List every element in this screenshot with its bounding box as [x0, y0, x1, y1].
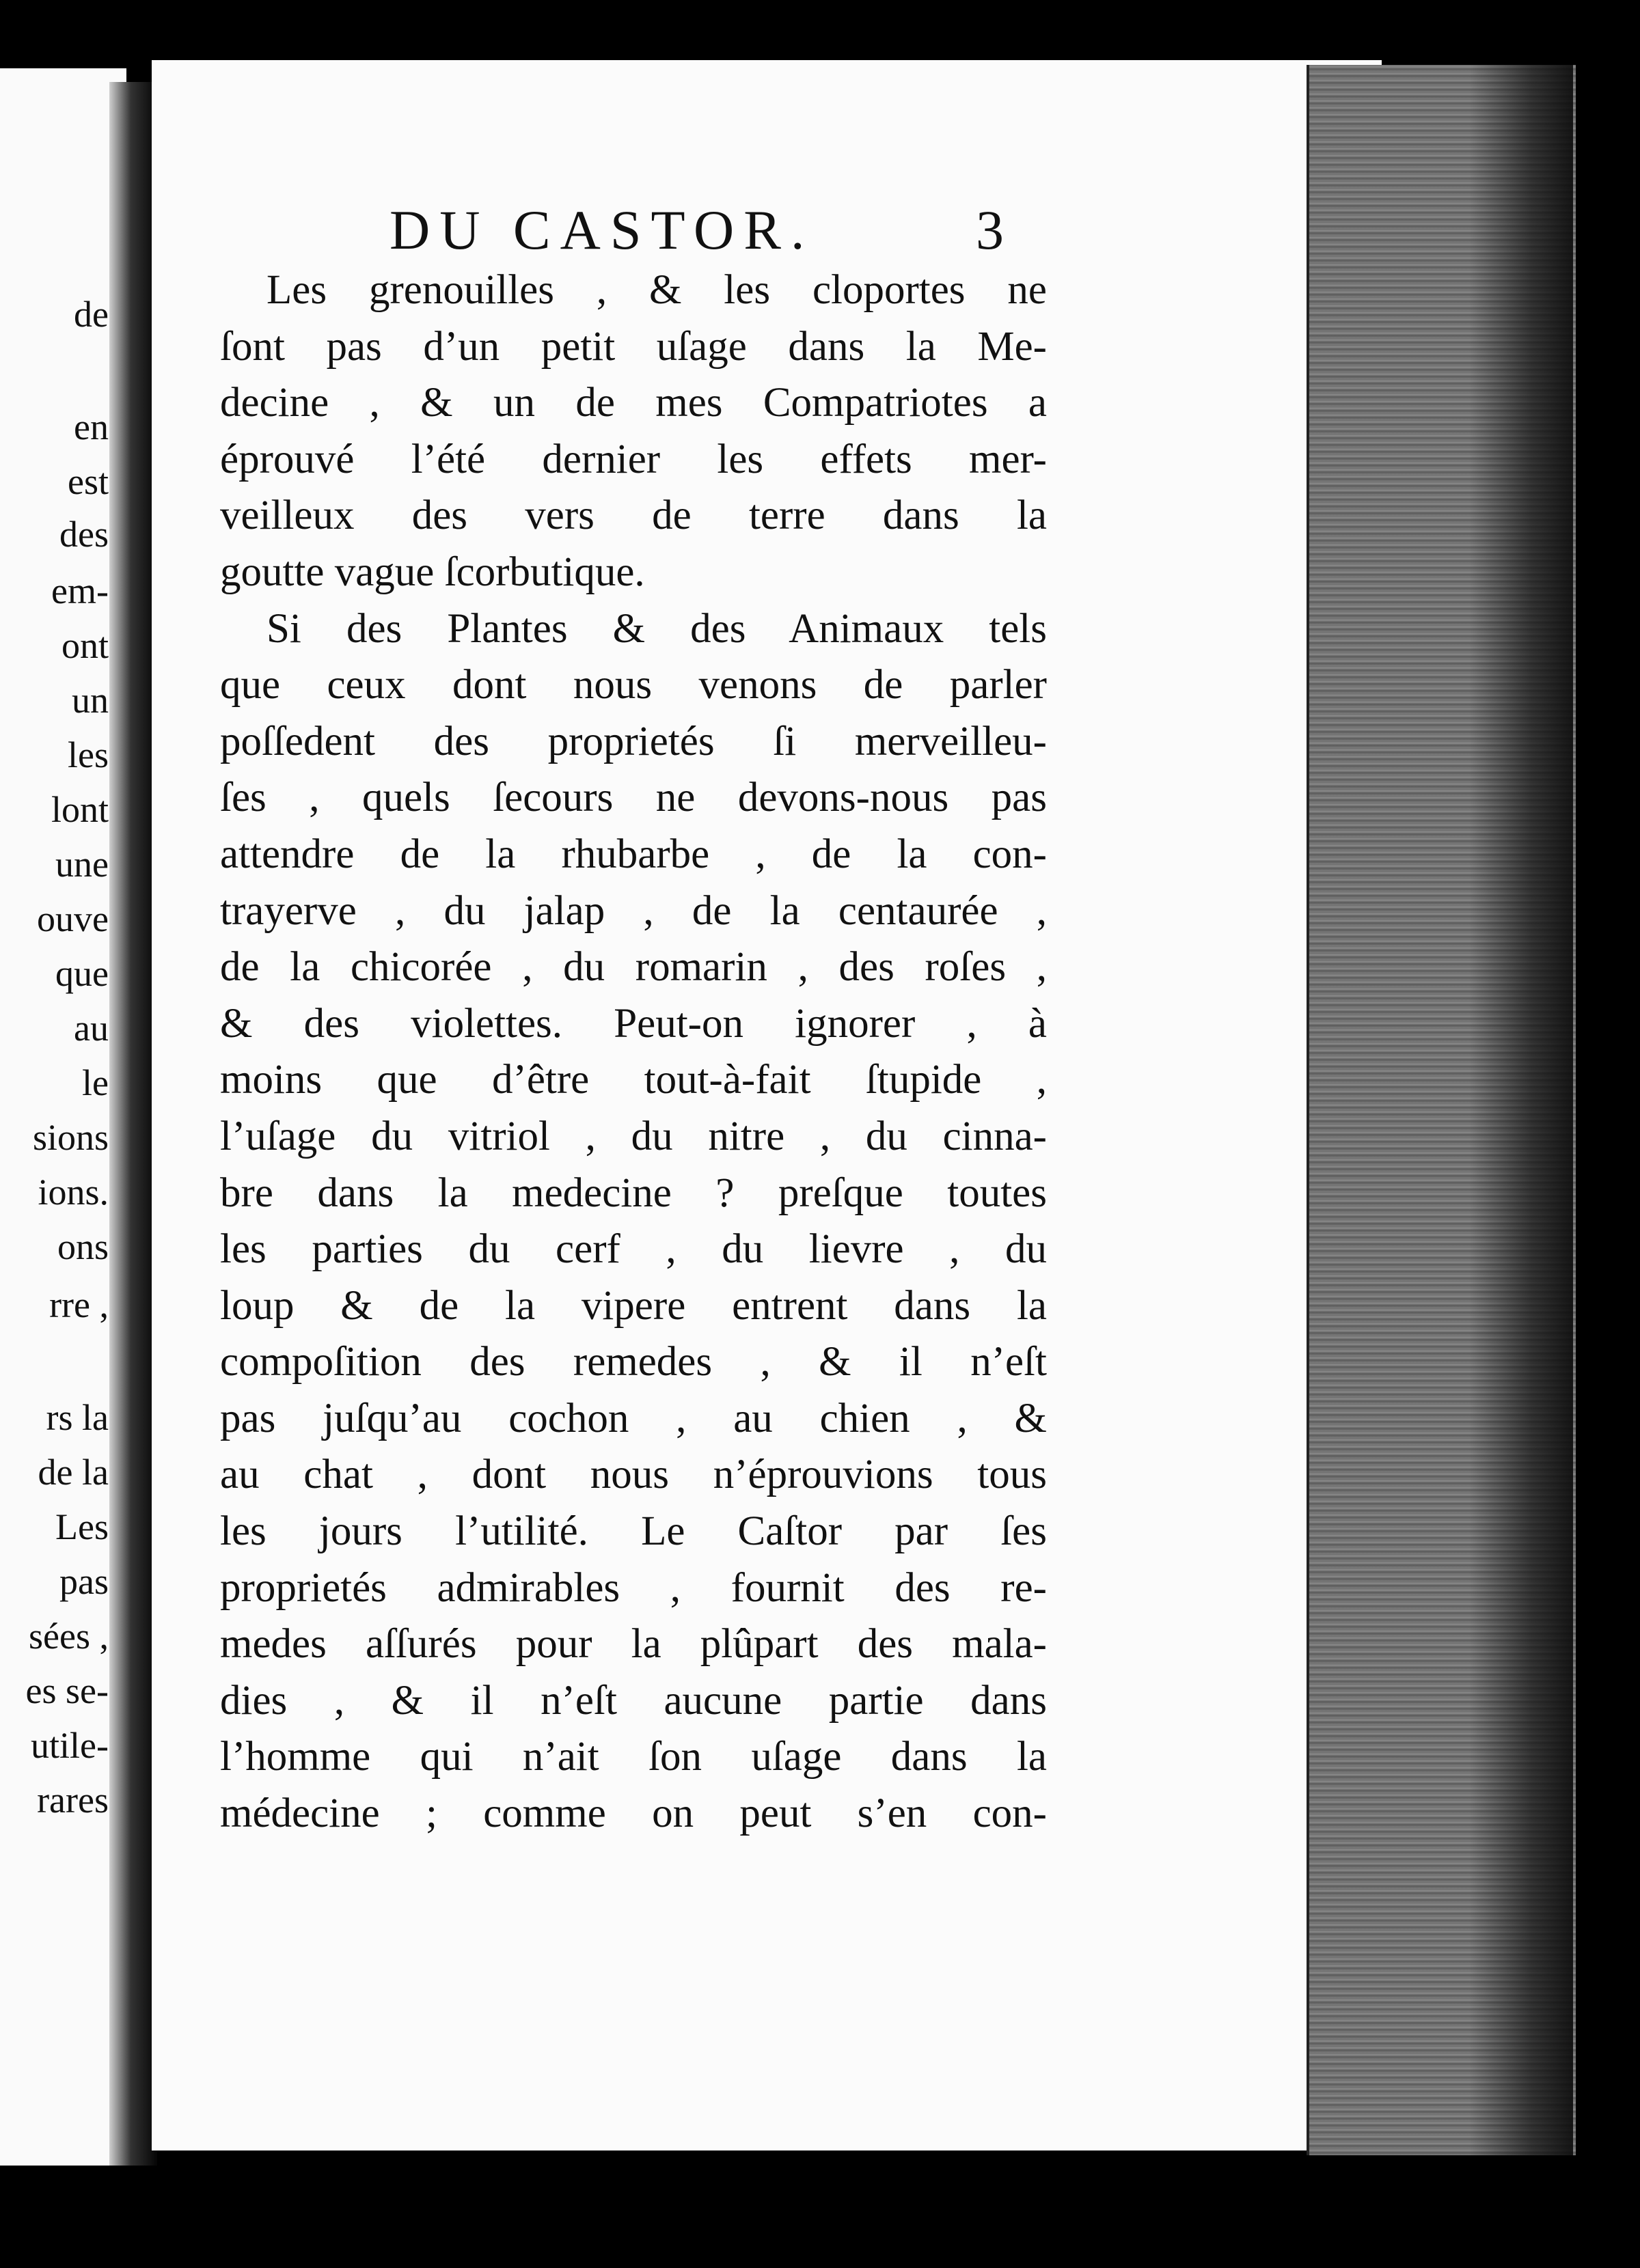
left-fragment: ons	[57, 1226, 109, 1267]
left-fragment: rre ,	[49, 1284, 109, 1325]
left-fragment: Les	[55, 1506, 109, 1547]
text-line: ſes , quels ſecours ne devons-nous pas	[220, 775, 1047, 821]
left-fragment: les	[68, 734, 109, 775]
text-line: pas juſqu’au cochon , au chien , &	[220, 1395, 1047, 1441]
text-line: l’uſage du vitriol , du nitre , du cinna-	[220, 1113, 1047, 1159]
text-line: éprouvé l’été dernier les effets mer-	[220, 436, 1047, 482]
text-line: dies , & il n’eſt aucune partie dans	[220, 1677, 1047, 1724]
text-line: loup & de la vipere entrent dans la	[220, 1282, 1047, 1329]
text-line: l’homme qui n’ait ſon uſage dans la	[220, 1734, 1047, 1780]
text-line: moins que d’être tout-à-fait ſtupide ,	[220, 1057, 1047, 1103]
running-head: DU CASTOR.	[390, 199, 815, 261]
left-fragment: es se-	[25, 1670, 109, 1711]
text-line: & des violettes. Peut-on ignorer , à	[220, 1000, 1047, 1047]
left-fragment: utile-	[31, 1725, 109, 1766]
left-fragment: ions.	[38, 1172, 109, 1213]
left-fragment: rares	[37, 1780, 109, 1821]
left-fragment: lont	[51, 789, 109, 830]
text-line: Si des Plantes & des Animaux tels	[266, 605, 1047, 652]
left-fragment: ouve	[37, 898, 109, 939]
text-line: les parties du cerf , du lievre , du	[220, 1226, 1047, 1273]
text-line: attendre de la rhubarbe , de la con-	[220, 831, 1047, 877]
text-line: trayerve , du jalap , de la centaurée ,	[220, 887, 1047, 934]
left-fragment: em-	[51, 570, 109, 611]
text-line: medes aſſurés pour la plûpart des mala-	[220, 1621, 1047, 1668]
text-line: au chat , dont nous n’éprouvions tous	[220, 1452, 1047, 1498]
left-fragment: que	[55, 953, 109, 994]
text-line: bre dans la medecine ? preſque toutes	[220, 1170, 1047, 1216]
left-fragment: le	[82, 1062, 109, 1103]
text-line: de la chicorée , du romarin , des roſes ,	[220, 944, 1047, 991]
left-fragment: sions	[32, 1117, 109, 1158]
text-line: Les grenouilles , & les cloportes ne	[266, 267, 1047, 313]
text-line: ſont pas d’un petit uſage dans la Me-	[220, 323, 1047, 370]
left-fragment: une	[55, 844, 109, 885]
left-fragment: est	[68, 461, 109, 502]
text-line: poſſedent des proprietés ſi merveilleu-	[220, 718, 1047, 764]
text-line: que ceux dont nous venons de parler	[220, 662, 1047, 708]
text-line: médecine ; comme on peut s’en con-	[220, 1790, 1047, 1837]
text-line: les jours l’utilité. Le Caſtor par ſes	[220, 1508, 1047, 1555]
left-fragment: de la	[38, 1452, 109, 1493]
left-fragment: au	[74, 1008, 109, 1049]
text-line: veilleux des vers de terre dans la	[220, 493, 1047, 539]
left-fragment: en	[74, 406, 109, 447]
text-line: compoſition des remedes , & il n’eſt	[220, 1339, 1047, 1385]
left-fragment: sées ,	[29, 1616, 109, 1657]
gutter-shadow	[109, 82, 157, 2166]
left-fragment: rs la	[46, 1397, 109, 1438]
text-line: decine , & un de mes Compatriotes a	[220, 380, 1047, 426]
page-number: 3	[976, 199, 1004, 261]
left-fragment: des	[59, 514, 109, 555]
left-fragment: un	[72, 680, 109, 721]
text-line: proprietés admirables , fournit des re-	[220, 1564, 1047, 1611]
text-line: goutte vague ſcorbutique.	[220, 549, 645, 595]
left-fragment: pas	[59, 1561, 109, 1602]
left-fragment: ont	[61, 625, 109, 666]
page-edge-shadow	[1469, 65, 1573, 2155]
body-text	[220, 262, 1047, 1842]
left-fragment: de	[74, 294, 109, 335]
